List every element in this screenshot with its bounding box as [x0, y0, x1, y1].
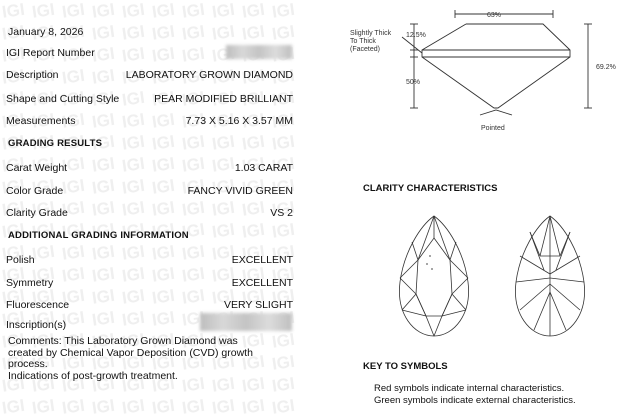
polish-value: EXCELLENT: [231, 254, 293, 266]
key-green-symbols: Green symbols indicate external characteristics.: [374, 395, 576, 406]
pavilion-percent: 50%: [406, 79, 421, 86]
additional-info-title: ADDITIONAL GRADING INFORMATION: [8, 230, 189, 241]
comments-line: created by Chemical Vapor Deposition (CVD) growth: [8, 346, 253, 359]
grading-results-title: GRADING RESULTS: [8, 138, 103, 149]
measurements-label: Measurements: [6, 115, 76, 127]
girdle-label-line1: Slightly Thick: [350, 30, 392, 37]
symmetry-label: Symmetry: [6, 277, 54, 289]
clarity-label: Clarity Grade: [6, 207, 68, 219]
color-label: Color Grade: [6, 185, 64, 197]
pavilion-view-diagram: [515, 216, 584, 336]
carat-value: 1.03 CARAT: [234, 162, 293, 174]
clarity-value: VS 2: [270, 207, 293, 219]
table-percent: 63%: [486, 12, 502, 19]
fluorescence-value: VERY SLIGHT: [223, 299, 293, 311]
report-number-label: IGI Report Number: [6, 47, 95, 59]
girdle-pointer-line: [402, 37, 422, 53]
clarity-plot-diagrams: [390, 212, 590, 342]
culet-label: Pointed: [481, 125, 505, 132]
shape-value: PEAR MODIFIED BRILLIANT: [154, 93, 293, 105]
comments-line: Comments: This Laboratory Grown Diamond was: [8, 335, 238, 347]
inscription-label: Inscription(s): [6, 319, 67, 331]
depth-percent: 69.2%: [596, 64, 616, 71]
polish-label: Polish: [6, 254, 35, 266]
shape-label: Shape and Cutting Style: [6, 93, 120, 105]
report-details-panel: [0, 0, 300, 417]
description-value: LABORATORY GROWN DIAMOND: [125, 69, 293, 81]
girdle-label-line2: To Thick: [350, 38, 376, 45]
description-label: Description: [6, 69, 59, 81]
inclusion-marks: [426, 255, 433, 270]
crown-percent: 12.5%: [406, 32, 426, 39]
culet-pointer: [480, 110, 512, 115]
diamond-profile-outline: [422, 24, 570, 108]
proportions-diagram: [340, 0, 640, 140]
clarity-characteristics-title: CLARITY CHARACTERISTICS: [363, 183, 498, 194]
comments-block: [8, 336, 298, 382]
redacted-inscription: [200, 313, 292, 331]
carat-label: Carat Weight: [6, 162, 68, 174]
measurements-value: 7.73 X 5.16 X 3.57 MM: [185, 115, 293, 127]
comments-line: process.: [8, 358, 48, 370]
symmetry-value: EXCELLENT: [231, 277, 293, 289]
crown-view-diagram: [399, 216, 468, 336]
comments-line: Indications of post-growth treatment.: [8, 369, 178, 382]
girdle-label-line3: (Faceted): [350, 46, 380, 53]
key-to-symbols-title: KEY TO SYMBOLS: [363, 361, 448, 372]
color-value: FANCY VIVID GREEN: [187, 185, 293, 197]
fluorescence-label: Fluorescence: [6, 299, 70, 311]
report-date: January 8, 2026: [8, 26, 84, 38]
key-red-symbols: Red symbols indicate internal characteristics.: [374, 383, 565, 394]
redacted-report-number: [226, 45, 292, 59]
